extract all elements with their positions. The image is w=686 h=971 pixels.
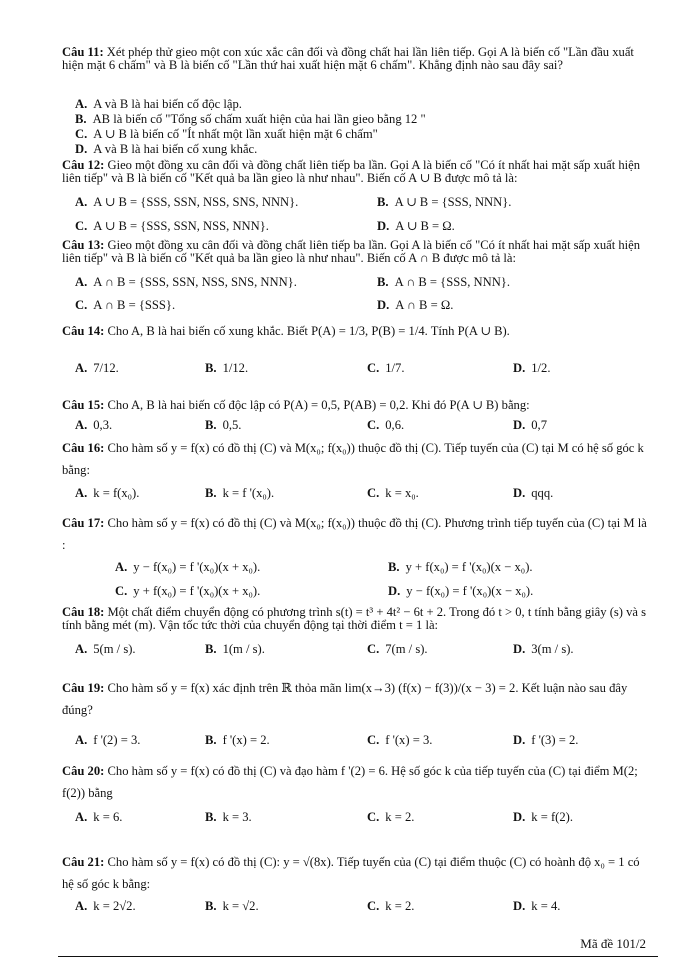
question-number: Câu 17: <box>62 516 105 530</box>
option-a[interactable]: A. 5(m / s). <box>75 642 136 656</box>
option-d[interactable]: D. A và B là hai biến cố xung khắc. <box>75 142 258 156</box>
option-b[interactable]: B. 0,5. <box>205 418 242 432</box>
question-number: Câu 15: <box>62 398 105 412</box>
option-b[interactable]: B. A ∪ B = {SSS, NNN}. <box>377 195 512 209</box>
option-c[interactable]: C. A ∪ B = {SSS, SSN, NSS, NNN}. <box>75 219 269 233</box>
question-11 <box>62 46 652 72</box>
question-text: Xét phép thử gieo một con xúc xắc cân đối và đồng chất hai lần liên tiếp. Gọi A là biến cố "Lần đầu xuất hiện mặt 6 chấm" và B là biến cố "Lần thứ hai xuất hiện mặt 6 chấm". Khẳng định nào sau đây sai? <box>62 45 634 72</box>
option-a[interactable]: A. A ∪ B = {SSS, SSN, NSS, SNS, NNN}. <box>75 195 299 209</box>
option-d[interactable]: D. f '(3) = 2. <box>513 733 579 747</box>
question-21 <box>62 851 652 895</box>
question-12 <box>62 159 652 185</box>
option-b[interactable]: B. AB là biến cố "Tổng số chấm xuất hiện của hai lần gieo bằng 12 " <box>75 112 426 126</box>
option-b[interactable]: B. k = 3. <box>205 810 252 824</box>
question-text: Cho A, B là hai biến cố xung khắc. Biết P(A) = 1/3, P(B) = 1/4. Tính P(A ∪ B). <box>107 324 510 338</box>
question-number: Câu 20: <box>62 764 105 778</box>
footer-rule <box>58 956 658 957</box>
question-number: Câu 14: <box>62 324 105 338</box>
question-number: Câu 16: <box>62 441 105 455</box>
option-b[interactable]: B. 1(m / s). <box>205 642 265 656</box>
question-number: Câu 21: <box>62 855 105 869</box>
option-c[interactable]: C. k = x₀. <box>367 486 419 500</box>
question-text: Cho hàm số y = f(x) có đồ thị (C): y = √(8x). Tiếp tuyến của (C) tại điểm thuộc (C) có hoành độ x₀ = 1 có hệ số góc k bằng: <box>62 855 640 891</box>
option-d[interactable]: D. k = 4. <box>513 899 561 913</box>
option-a[interactable]: A. A và B là hai biến cố độc lập. <box>75 97 242 111</box>
option-b[interactable]: B. f '(x) = 2. <box>205 733 270 747</box>
option-c[interactable]: C. k = 2. <box>367 899 415 913</box>
question-15 <box>62 399 652 412</box>
option-c[interactable]: C. A ∪ B là biến cố "Ít nhất một lần xuất hiện mặt 6 chấm" <box>75 127 378 141</box>
option-b[interactable]: B. k = f '(x₀). <box>205 486 275 500</box>
question-text: Cho hàm số y = f(x) có đồ thị (C) và M(x₀; f(x₀)) thuộc đồ thị (C). Tiếp tuyến của (C) tại M có hệ số góc k bằng: <box>62 441 644 477</box>
question-text: Gieo một đồng xu cân đối và đồng chất liên tiếp ba lần. Gọi A là biến cố "Có ít nhất hai mặt sấp xuất hiện liên tiếp" và B là biến cố "Kết quả ba lần gieo là như nhau". Biến cố A ∪ B được mô tả là: <box>62 158 641 185</box>
option-a[interactable]: A. y − f(x₀) = f '(x₀)(x + x₀). <box>115 560 261 574</box>
option-b[interactable]: B. y + f(x₀) = f '(x₀)(x − x₀). <box>388 560 533 574</box>
option-d[interactable]: D. y − f(x₀) = f '(x₀)(x − x₀). <box>388 584 534 598</box>
option-a[interactable]: A. k = f(x₀). <box>75 486 140 500</box>
option-b[interactable]: B. k = √2. <box>205 899 259 913</box>
question-text: Gieo một đồng xu cân đối và đồng chất liên tiếp ba lần. Gọi A là biến cố "Có ít nhất hai mặt sấp xuất hiện liên tiếp" và B là biến cố "Kết quả ba lần gieo là như nhau". Biến cố A ∩ B được mô tả là: <box>62 238 641 265</box>
option-c[interactable]: C. 7(m / s). <box>367 642 428 656</box>
option-c[interactable]: C. k = 2. <box>367 810 415 824</box>
question-13 <box>62 239 652 265</box>
question-text: Cho A, B là hai biến cố độc lập có P(A) = 0,5, P(AB) = 0,2. Khi đó P(A ∪ B) bằng: <box>107 398 530 412</box>
option-c[interactable]: C. A ∩ B = {SSS}. <box>75 298 176 312</box>
question-text: Một chất điểm chuyển động có phương trình s(t) = t³ + 4t² − 6t + 2. Trong đó t > 0, t tính bằng giây (s) và s tính bằng mét (m). Vận tốc tức thời của chuyển động tại thời điểm t = 1 là: <box>62 605 647 632</box>
option-d[interactable]: D. 0,7 <box>513 418 547 432</box>
question-text: Cho hàm số y = f(x) có đồ thị (C) và đạo hàm f '(2) = 6. Hệ số góc k của tiếp tuyến của (C) tại điểm M(2; f(2)) bằng <box>62 764 638 800</box>
question-number: Câu 11: <box>62 45 104 59</box>
question-16 <box>62 437 652 481</box>
option-c[interactable]: C. y + f(x₀) = f '(x₀)(x + x₀). <box>115 584 261 598</box>
question-number: Câu 19: <box>62 681 105 695</box>
option-c[interactable]: C. 0,6. <box>367 418 405 432</box>
option-a[interactable]: A. f '(2) = 3. <box>75 733 141 747</box>
question-17 <box>62 512 652 556</box>
option-d[interactable]: D. qqq. <box>513 486 554 500</box>
question-number: Câu 12: <box>62 158 105 172</box>
question-number: Câu 13: <box>62 238 105 252</box>
option-b[interactable]: B. 1/12. <box>205 361 249 375</box>
question-18 <box>62 606 652 632</box>
option-b[interactable]: B. A ∩ B = {SSS, NNN}. <box>377 275 510 289</box>
question-19 <box>62 677 652 721</box>
question-text: Cho hàm số y = f(x) xác định trên ℝ thỏa mãn lim(x→3) (f(x) − f(3))/(x − 3) = 2. Kết luận nào sau đây đúng? <box>62 681 628 717</box>
page-footer: Mã đề 101/2 <box>580 936 646 951</box>
option-a[interactable]: A. 0,3. <box>75 418 113 432</box>
option-a[interactable]: A. k = 2√2. <box>75 899 136 913</box>
question-14 <box>62 325 652 338</box>
option-d[interactable]: D. A ∪ B = Ω. <box>377 219 455 233</box>
option-d[interactable]: D. 3(m / s). <box>513 642 574 656</box>
option-d[interactable]: D. k = f(2). <box>513 810 573 824</box>
option-a[interactable]: A. 7/12. <box>75 361 119 375</box>
option-d[interactable]: D. A ∩ B = Ω. <box>377 298 454 312</box>
option-c[interactable]: C. f '(x) = 3. <box>367 733 433 747</box>
option-a[interactable]: A. k = 6. <box>75 810 123 824</box>
question-text: Cho hàm số y = f(x) có đồ thị (C) và M(x₀; f(x₀)) thuộc đồ thị (C). Phương trình tiếp tuyến của (C) tại M là : <box>62 516 647 552</box>
question-20 <box>62 760 652 804</box>
option-c[interactable]: C. 1/7. <box>367 361 405 375</box>
option-a[interactable]: A. A ∩ B = {SSS, SSN, NSS, SNS, NNN}. <box>75 275 297 289</box>
option-d[interactable]: D. 1/2. <box>513 361 551 375</box>
question-number: Câu 18: <box>62 605 105 619</box>
